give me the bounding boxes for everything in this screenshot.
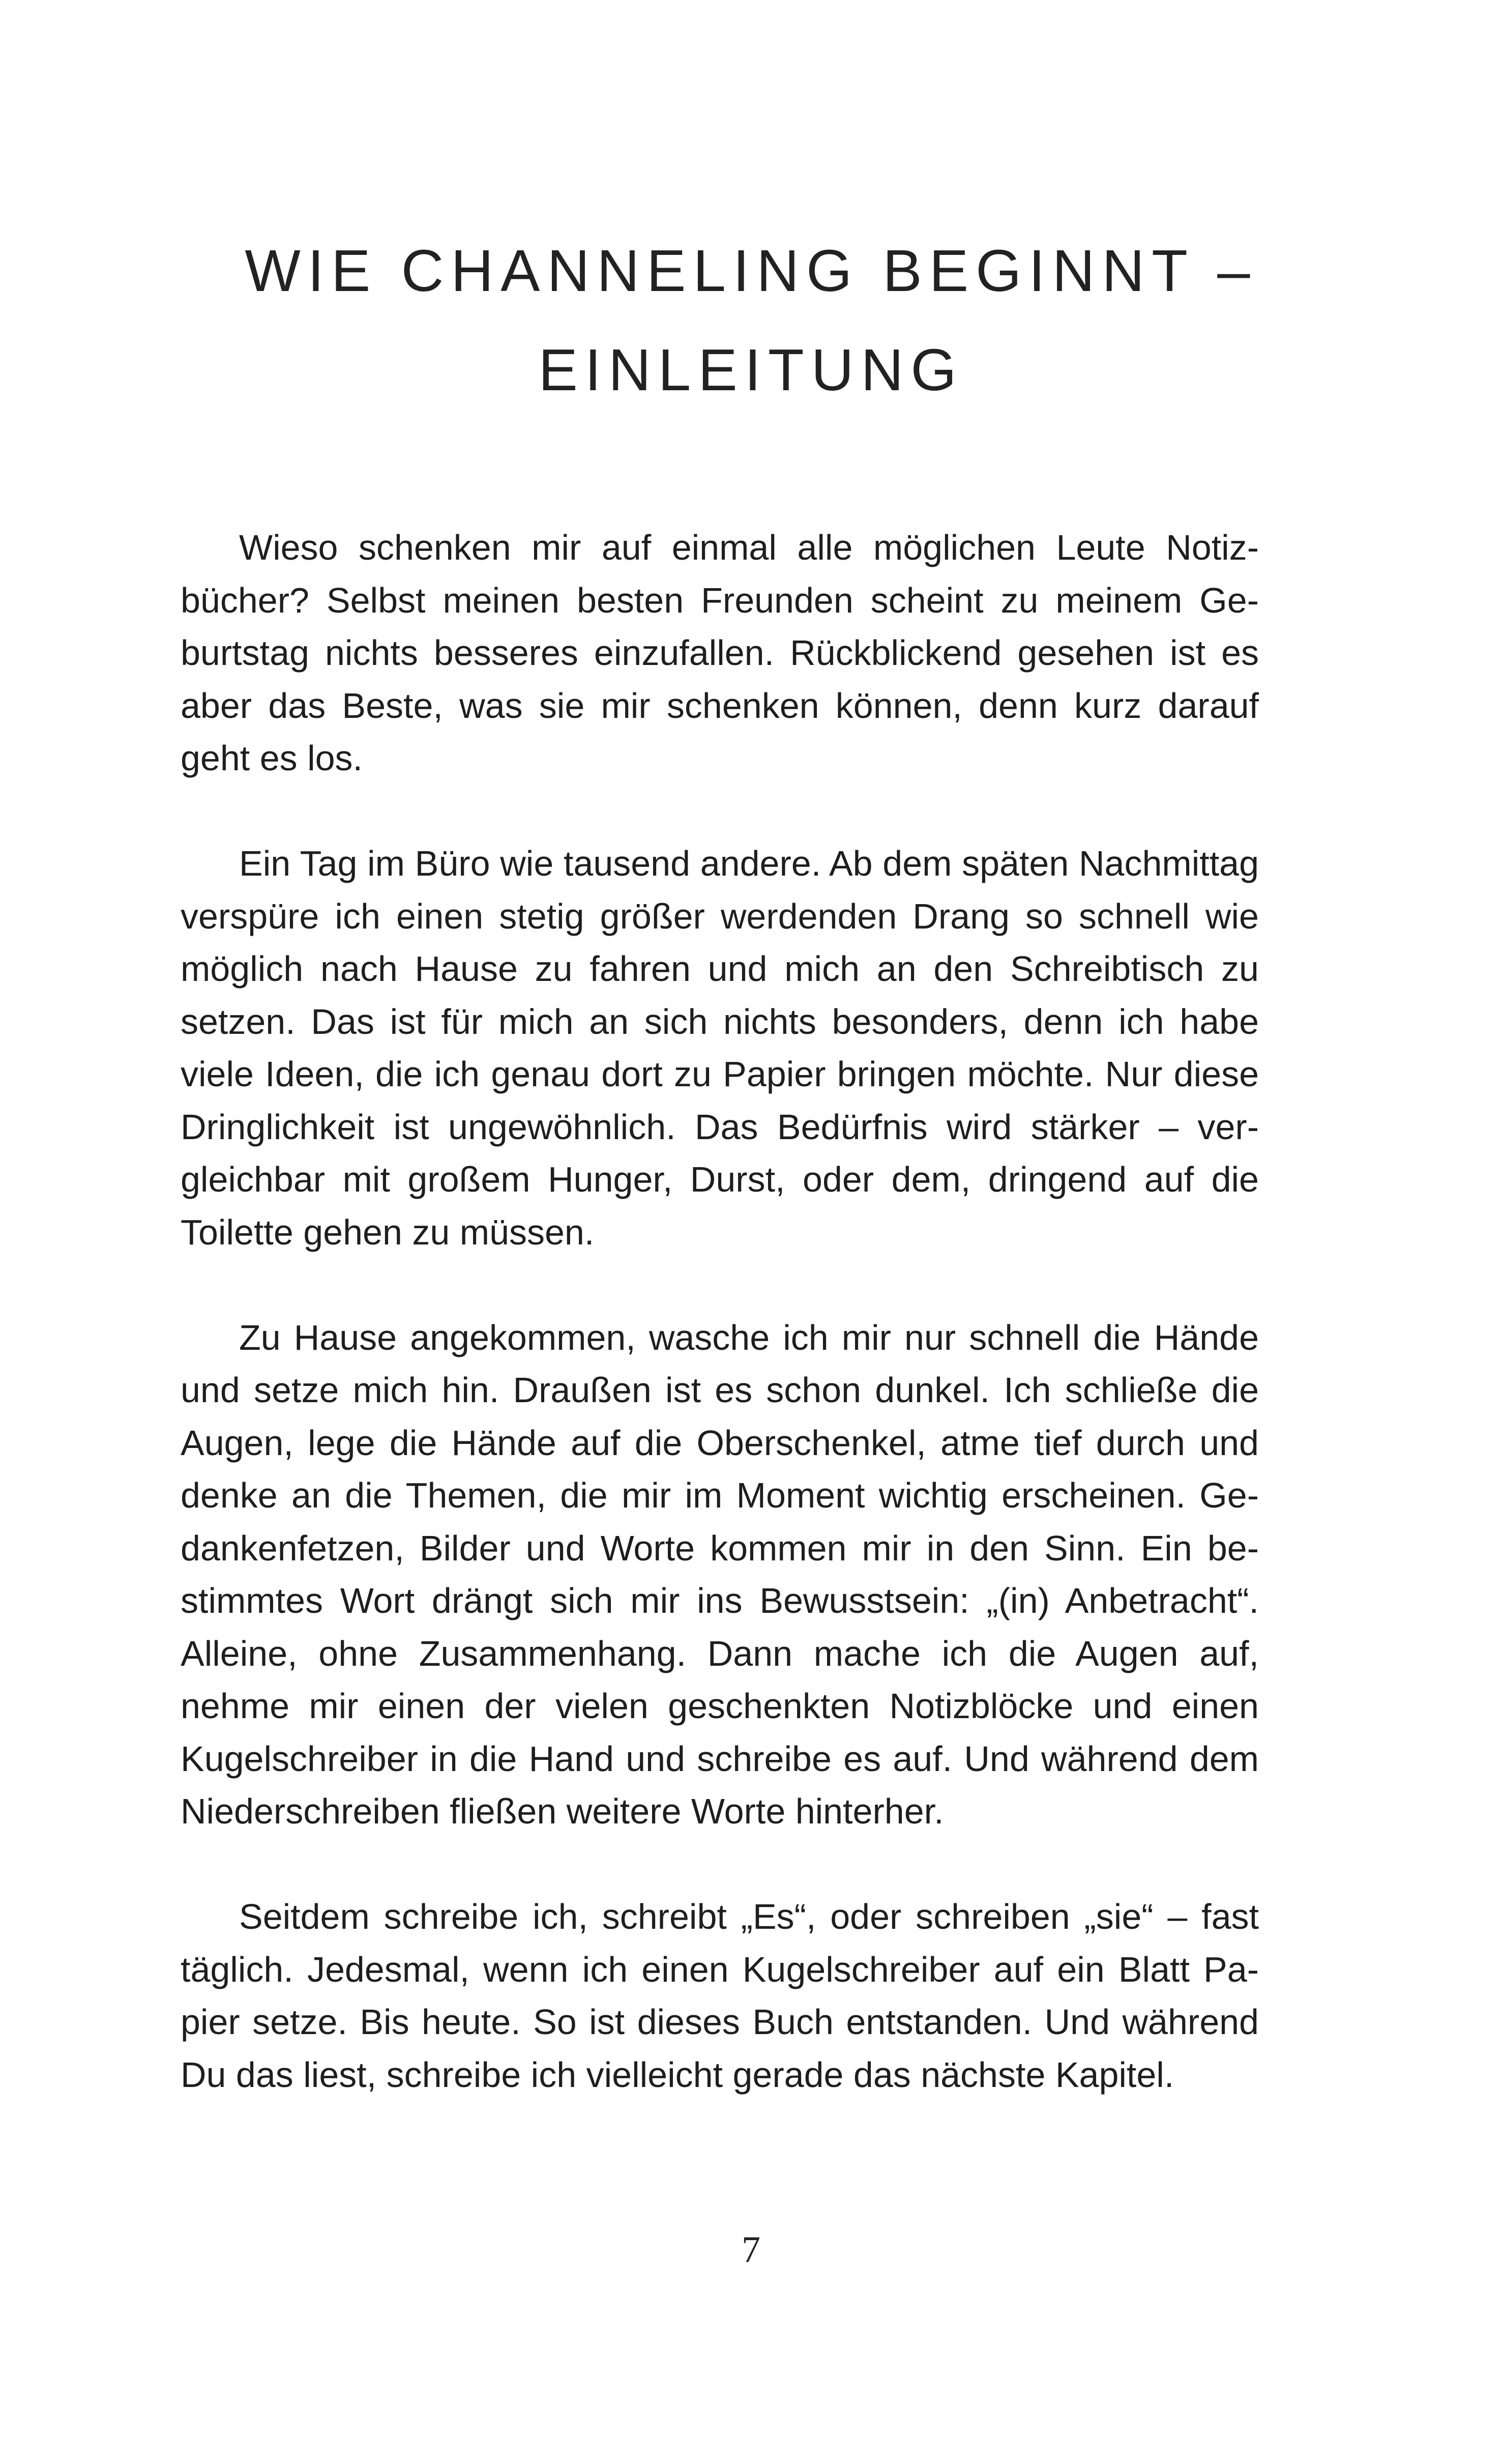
paragraph-3: Zu Hause angekommen, wasche ich mir nur schnell die Hände und setze mich hin. Draußen ist es schon dunkel. Ich schließe die Augen, lege die Hände auf die Oberschenkel, atme tief durch und denke an die Themen, die mir im Moment wichtig erscheinen. Gedankenfetzen, Bilder und Worte kommen mir in den Sinn. Ein bestimmtes Wort drängt sich mir ins Bewusstsein: „(in) Anbetracht“. Alleine, ohne Zusammenhang. Dann mache ich die Augen auf, nehme mir einen der vielen geschenkten Notizblöcke und einen Kugelschreiber in die Hand und schreibe es auf. Und während dem Niederschreiben fließen weitere Worte hinterher. <box>181 1317 1259 1831</box>
chapter-title-line-1: WIE CHANNELING BEGINNT – <box>245 238 1257 304</box>
chapter-body <box>181 521 1259 2101</box>
page-number: 7 <box>742 2229 760 2271</box>
chapter-title-line-2: EINLEITUNG <box>538 337 964 403</box>
paragraph-1: Wieso schenken mir auf einmal alle möglichen Leute Notizbücher? Selbst meinen besten Freunden scheint zu meinem Geburtstag nichts besseres einzufallen. Rückblickend gesehen ist es aber das Beste, was sie mir schenken können, denn kurz darauf geht es los. <box>181 528 1259 778</box>
paragraph-2: Ein Tag im Büro wie tausend andere. Ab dem späten Nachmittag verspüre ich einen stetig größer werdenden Drang so schnell wie möglich nach Hause zu fahren und mich an den Schreibtisch zu setzen. Das ist für mich an sich nichts besonders, denn ich habe viele Ideen, die ich genau dort zu Papier bringen möchte. Nur diese Dringlichkeit ist ungewöhnlich. Das Bedürfnis wird stärker – vergleichbar mit großem Hunger, Durst, oder dem, dringend auf die Toilette gehen zu müssen. <box>181 844 1259 1252</box>
paragraph-4: Seitdem schreibe ich, schreibt „Es“, oder schreiben „sie“ – fast täglich. Jedesmal, wenn ich einen Kugelschreiber auf ein Blatt Papier setze. Bis heute. So ist dieses Buch entstanden. Und während Du das liest, schreibe ich vielleicht gerade das nächste Kapitel. <box>181 1897 1259 2095</box>
